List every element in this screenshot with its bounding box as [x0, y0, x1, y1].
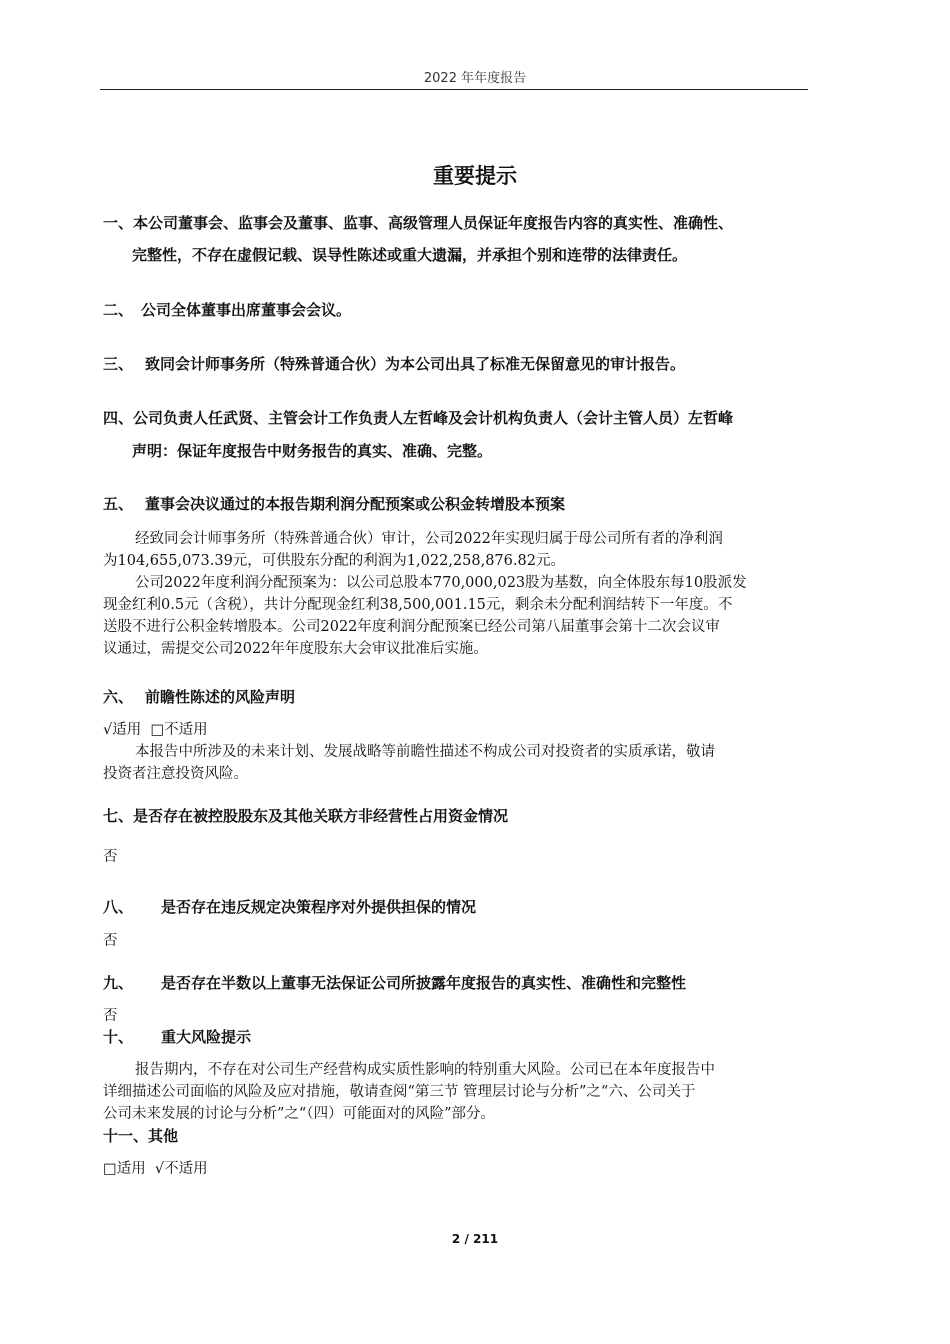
section-10-paragraph-line-1: 报告期内，不存在对公司生产经营构成实质性影响的特别重大风险。公司已在本年度报告中 — [135, 1062, 715, 1078]
section-9-number: 九、 — [103, 974, 134, 992]
section-5-paragraph-2-line-2: 现金红利0.5元（含税），共计分配现金红利38,500,001.15元，剩余未分配利润结转下一年度。不 — [103, 597, 733, 613]
section-8-title: 是否存在违反规定决策程序对外提供担保的情况 — [161, 898, 477, 916]
section-10-paragraph-line-3: 公司未来发展的讨论与分析”之“（四）可能面对的风险”部分。 — [103, 1106, 495, 1122]
section-1-number: 一、 — [103, 214, 134, 232]
section-10-number: 十、 — [103, 1028, 134, 1046]
section-5-number: 五、 — [103, 495, 134, 513]
section-5-heading — [103, 493, 565, 514]
section-2 — [103, 299, 351, 320]
section-1-line-2: 完整性，不存在虚假记载、误导性陈述或重大遗漏，并承担个别和连带的法律责任。 — [132, 246, 688, 264]
section-6-title: 前瞻性陈述的风险声明 — [145, 688, 296, 706]
section-11-applicability: □适用 √不适用 — [103, 1161, 208, 1177]
section-10-title: 重大风险提示 — [161, 1028, 252, 1046]
running-header: 2022 年年度报告 — [423, 71, 527, 86]
section-8-number: 八、 — [103, 898, 134, 916]
section-6-number: 六、 — [103, 688, 134, 706]
section-5-paragraph-2-line-3: 送股不进行公积金转增股本。公司2022年度利润分配预案已经公司第八届董事会第十二次会议审 — [103, 619, 720, 635]
section-4-text: 公司负责人任武贤、主管会计工作负责人左哲峰及会计机构负责人（会计主管人员）左哲峰 — [133, 409, 734, 427]
section-1-text: 本公司董事会、监事会及董事、监事、高级管理人员保证年度报告内容的真实性、准确性、 — [133, 214, 734, 232]
section-6-paragraph-line-1: 本报告中所涉及的未来计划、发展战略等前瞻性描述不构成公司对投资者的实质承诺，敬请 — [135, 744, 715, 760]
section-2-number: 二、 — [103, 301, 134, 319]
section-4-line-2: 声明：保证年度报告中财务报告的真实、准确、完整。 — [132, 442, 493, 460]
section-3-text: 致同会计师事务所（特殊普通合伙）为本公司出具了标准无保留意见的审计报告。 — [145, 355, 686, 373]
section-10-heading — [103, 1026, 251, 1047]
section-8-heading — [103, 896, 476, 917]
section-10-paragraph-line-2: 详细描述公司面临的风险及应对措施，敬请查阅“第三节 管理层讨论与分析”之“六、公司关于 — [103, 1084, 696, 1100]
section-9-title: 是否存在半数以上董事无法保证公司所披露年度报告的真实性、准确性和完整性 — [161, 974, 687, 992]
section-5-paragraph-2-line-4: 议通过，需提交公司2022年年度股东大会审议批准后实施。 — [103, 641, 488, 657]
section-4-line-1 — [103, 407, 733, 428]
section-5-paragraph-1-line-1: 经致同会计师事务所（特殊普通合伙）审计，公司2022年实现归属于母公司所有者的净利润 — [135, 531, 723, 547]
section-6-paragraph-line-2: 投资者注意投资风险。 — [103, 766, 248, 782]
section-8-answer: 否 — [103, 933, 118, 949]
header-rule — [100, 89, 808, 90]
section-6-heading — [103, 686, 295, 707]
section-3 — [103, 353, 685, 374]
page-number: 2 / 211 — [451, 1232, 499, 1246]
section-5-title: 董事会决议通过的本报告期利润分配预案或公积金转增股本预案 — [145, 495, 566, 513]
section-7-heading: 七、是否存在被控股股东及其他关联方非经营性占用资金情况 — [103, 807, 509, 825]
section-7-answer: 否 — [103, 849, 118, 865]
section-9-answer: 否 — [103, 1008, 118, 1024]
section-5-paragraph-2-line-1: 公司2022年度利润分配预案为：以公司总股本770,000,023股为基数，向全体股东每10股派发 — [135, 575, 747, 591]
section-3-number: 三、 — [103, 355, 134, 373]
section-2-text: 公司全体董事出席董事会会议。 — [141, 301, 352, 319]
section-4-number: 四、 — [103, 409, 134, 427]
section-5-paragraph-1-line-2: 为104,655,073.39元，可供股东分配的利润为1,022,258,876.82元。 — [103, 553, 565, 569]
section-6-applicability: √适用 □不适用 — [103, 722, 208, 738]
page-title: 重要提示 — [433, 164, 517, 188]
section-9-heading — [103, 972, 686, 993]
section-1-line-1 — [103, 212, 733, 233]
section-11-heading: 十一、其他 — [103, 1127, 179, 1145]
